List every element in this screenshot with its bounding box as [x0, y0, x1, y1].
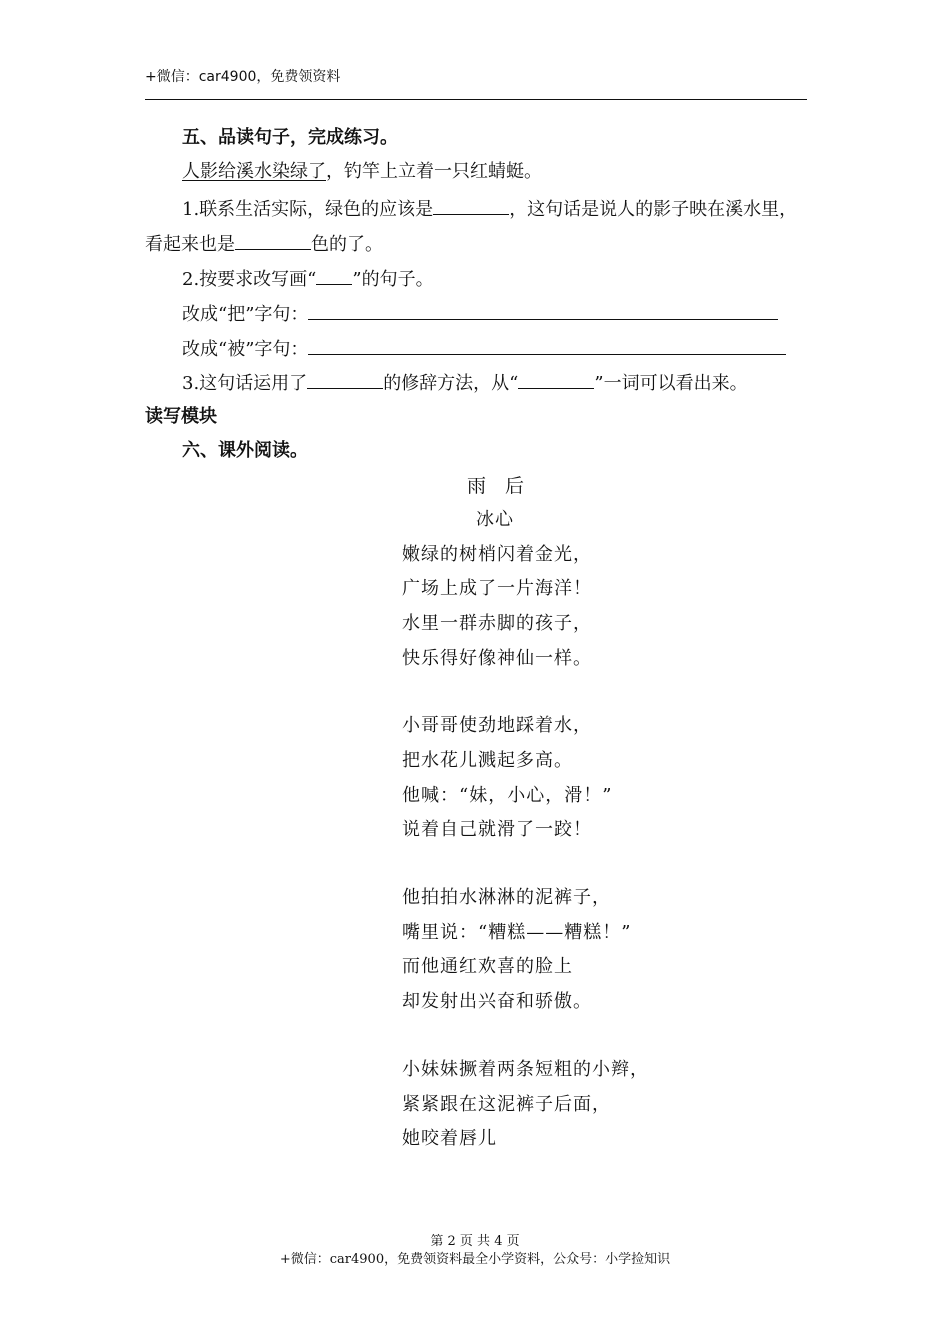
header-divider [145, 99, 807, 100]
question-1-line2 [145, 231, 383, 257]
q2-underline-mark [316, 266, 352, 285]
q3-text-2: 的修辞方法，从“ [383, 373, 519, 394]
poem-line: 却发射出兴奋和骄傲。 [402, 991, 592, 1012]
poem-author: 冰心 [476, 509, 514, 530]
poem-line: 她咬着唇儿 [402, 1128, 497, 1149]
poem-line: 说着自己就滑了一跤！ [402, 819, 592, 840]
q1-text: 1.联系生活实际，绿色的应该是 [182, 199, 434, 220]
poem-line: 水里一群赤脚的孩子， [402, 613, 592, 634]
poem-line: 快乐得好像神仙一样。 [402, 648, 592, 669]
module-title: 读写模块 [145, 406, 217, 427]
question-2-bei [182, 336, 786, 362]
q3-text-3: ”一词可以看出来。 [594, 373, 748, 394]
page-number: 第 2 页 共 4 页 [430, 1234, 520, 1249]
question-3 [182, 370, 748, 396]
section6-heading: 六、课外阅读。 [182, 440, 308, 461]
q3-blank-1[interactable] [307, 370, 383, 389]
q3-blank-2[interactable] [518, 370, 594, 389]
sentence-rest: ，钓竿上立着一只红蜻蜓。 [326, 161, 542, 182]
q2-text: 2.按要求改写画“ [182, 269, 317, 290]
underlined-sentence: 人影给溪水染绿了 [182, 161, 326, 182]
poem-line: 嫩绿的树梢闪着金光， [402, 544, 592, 565]
poem-line: 小妹妹撅着两条短粗的小辫， [402, 1059, 649, 1080]
q1-blank-2[interactable] [235, 231, 311, 250]
question-2 [182, 266, 434, 292]
poem-line: 广场上成了一片海洋！ [402, 578, 592, 599]
q3-text: 3.这句话运用了 [182, 373, 308, 394]
q2-text-2: ”的句子。 [352, 269, 434, 290]
poem-line: 他喊：“妹，小心，滑！” [402, 785, 613, 806]
question-1-line1 [182, 196, 797, 222]
bei-label: 改成“被”字句： [182, 339, 309, 360]
footer-note: +微信：car4900，免费领资料最全小学资料，公众号：小学捡知识 [279, 1252, 671, 1267]
question-2-ba [182, 301, 778, 327]
poem-line: 嘴里说：“糟糕——糟糕！” [402, 922, 632, 943]
q1-text-2: ，这句话是说人的影子映在溪水里， [509, 199, 798, 220]
poem-line: 小哥哥使劲地踩着水， [402, 715, 592, 736]
q1-text-4: 色的了。 [311, 234, 383, 255]
ba-answer-line[interactable] [308, 301, 778, 320]
section5-heading: 五、品读句子，完成练习。 [182, 127, 398, 148]
bei-answer-line[interactable] [308, 336, 786, 355]
poem-line: 他拍拍水淋淋的泥裤子， [402, 887, 611, 908]
q1-blank-1[interactable] [433, 196, 509, 215]
poem-line: 而他通红欢喜的脸上 [402, 956, 573, 977]
ba-label: 改成“把”字句： [182, 304, 309, 325]
header-note: +微信：car4900，免费领资料 [145, 69, 341, 85]
poem-title: 雨 后 [467, 475, 525, 497]
q1-text-3: 看起来也是 [145, 234, 235, 255]
section5-sentence [182, 160, 542, 184]
poem-line: 把水花儿溅起多高。 [402, 750, 573, 771]
poem-line: 紧紧跟在这泥裤子后面， [402, 1094, 611, 1115]
